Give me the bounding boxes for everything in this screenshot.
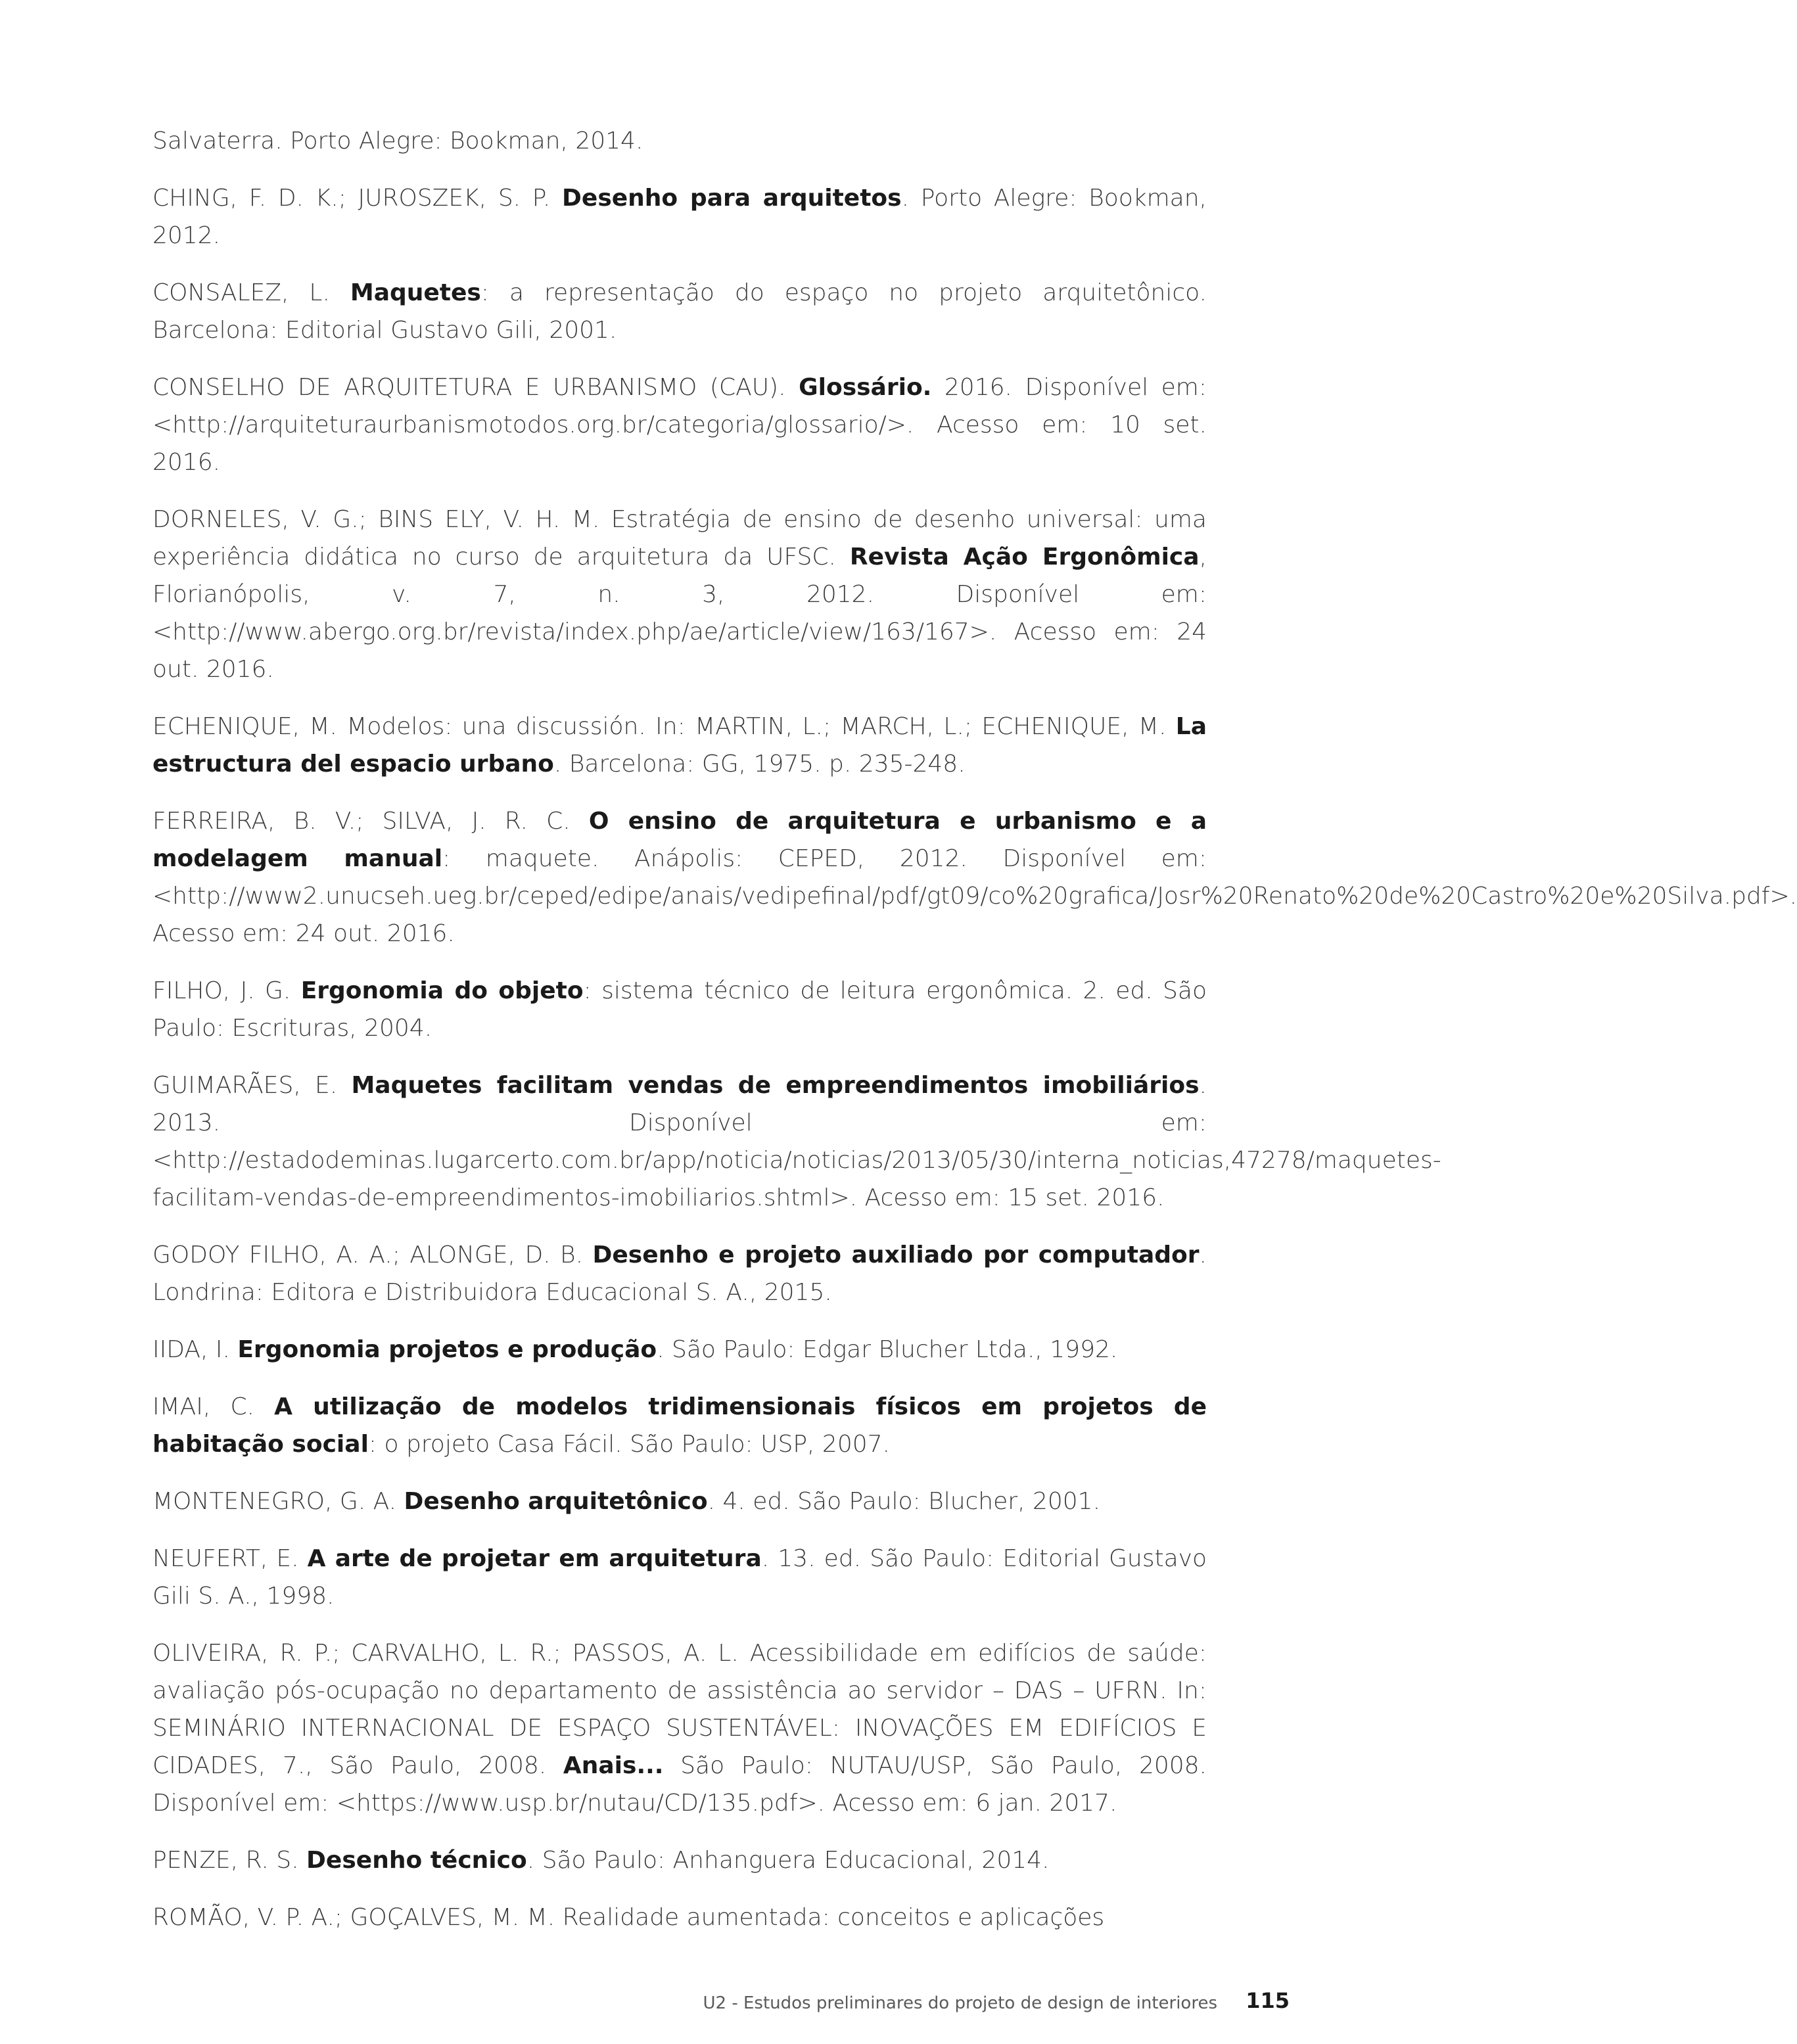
reference-entry — [152, 179, 1207, 254]
reference-title: Maquetes — [350, 279, 481, 306]
reference-text: São Paulo: NUTAU/USP, São Paulo, 2008. Disponível em: <https://www.usp.br/nutau/CD/135.pdf>. Acesso em: 6 jan. 2017. — [152, 1752, 1207, 1817]
reference-text: FERREIRA, B. V.; SILVA, J. R. C. — [152, 808, 589, 835]
reference-title: Ergonomia projetos e produção — [237, 1336, 657, 1363]
reference-text: . Londrina: Editora e Distribuidora Educacional S. A., 2015. — [152, 1242, 1207, 1306]
reference-text: FILHO, J. G. — [152, 977, 301, 1004]
reference-text: . São Paulo: Edgar Blucher Ltda., 1992. — [657, 1336, 1118, 1363]
reference-text: CONSELHO DE ARQUITETURA E URBANISMO (CAU). — [152, 374, 799, 401]
reference-entry — [152, 1635, 1207, 1822]
reference-title: Anais... — [563, 1752, 664, 1779]
reference-title: La estructura del espacio urbano — [152, 713, 1207, 778]
reference-entry — [152, 1388, 1207, 1463]
reference-text: . 2013. Disponível em: <http://estadodeminas.lugarcerto.com.br/app/noticia/noticias/2013/05/30/interna_noticias,47278/maquetes-facilitam-vendas-de-empreendimentos-imobiliarios.shtml>. Acesso em: 15 set. 2016. — [152, 1072, 1441, 1211]
reference-text: . 4. ed. São Paulo: Blucher, 2001. — [707, 1488, 1101, 1515]
reference-entry — [152, 708, 1207, 783]
reference-text: ECHENIQUE, M. Modelos: una discussión. In: MARTIN, L.; MARCH, L.; ECHENIQUE, M. — [152, 713, 1176, 740]
page-number: 115 — [1246, 1988, 1290, 2013]
reference-entry — [152, 1331, 1207, 1368]
reference-list — [152, 122, 1797, 1956]
reference-entry — [152, 274, 1207, 349]
reference-entry — [152, 802, 1797, 952]
reference-entry — [152, 1842, 1207, 1879]
reference-title: Desenho e projeto auxiliado por computador — [592, 1242, 1200, 1268]
reference-title: Maquetes facilitam vendas de empreendimentos imobiliários — [351, 1072, 1200, 1099]
reference-text: . Barcelona: GG, 1975. p. 235-248. — [553, 751, 966, 778]
reference-text: CHING, F. D. K.; JUROSZEK, S. P. — [152, 185, 563, 212]
reference-text: : maquete. Anápolis: CEPED, 2012. Disponível em: <http://www2.unucseh.ueg.br/ceped/edipe/anais/vedipefinal/pdf/gt09/co%20grafica/Josr%20Renato%20de%20Castro%20e%20Silva.pdf>. Acesso em: 24 out. 2016. — [152, 845, 1797, 947]
reference-text: : a representação do espaço no projeto arquitetônico. Barcelona: Editorial Gustavo Gili, 2001. — [152, 279, 1207, 344]
reference-title: Glossário. — [799, 374, 932, 401]
reference-text: GODOY FILHO, A. A.; ALONGE, D. B. — [152, 1242, 593, 1268]
footer-caption: U2 - Estudos preliminares do projeto de design de interiores — [703, 1993, 1217, 2013]
reference-text: 2016. Disponível em: <http://arquiteturaurbanismotodos.org.br/categoria/glossario/>. Acesso em: 10 set. 2016. — [152, 374, 1207, 476]
reference-text: ROMÃO, V. P. A.; GOÇALVES, M. M. Realidade aumentada: conceitos e aplicações — [152, 1904, 1105, 1931]
reference-text: . 13. ed. São Paulo: Editorial Gustavo Gili S. A., 1998. — [152, 1545, 1207, 1610]
reference-entry — [152, 1067, 1441, 1217]
reference-text: Salvaterra. Porto Alegre: Bookman, 2014. — [152, 128, 643, 154]
reference-text: : o projeto Casa Fácil. São Paulo: USP, 2007. — [368, 1431, 890, 1458]
page-footer — [0, 1988, 1346, 2021]
reference-text: IIDA, I. — [152, 1336, 238, 1363]
reference-title: A arte de projetar em arquitetura — [307, 1545, 762, 1572]
reference-text: , Florianópolis, v. 7, n. 3, 2012. Disponível em: <http://www.abergo.org.br/revista/index.php/ae/article/view/163/167>. Acesso em: 24 out. 2016. — [152, 544, 1207, 683]
reference-text: NEUFERT, E. — [152, 1545, 308, 1572]
reference-entry — [152, 1540, 1207, 1615]
reference-text: CONSALEZ, L. — [152, 279, 350, 306]
reference-text: MONTENEGRO, G. A. — [152, 1488, 404, 1515]
reference-text: . São Paulo: Anhanguera Educacional, 2014. — [526, 1847, 1050, 1874]
reference-entry — [152, 1483, 1207, 1520]
reference-entry — [152, 972, 1207, 1047]
reference-text: PENZE, R. S. — [152, 1847, 307, 1874]
reference-entry — [152, 1236, 1207, 1311]
reference-text: OLIVEIRA, R. P.; CARVALHO, L. R.; PASSOS, A. L. Acessibilidade em edifícios de saúde: avaliação pós-ocupação no departamento de assistência ao servidor – DAS – UFRN. In: SEMINÁRIO INTERNACIONAL DE ESPAÇO SUSTENTÁVEL: INOVAÇÕES EM EDIFÍCIOS E CIDADES, 7., São Paulo, 2008. — [152, 1640, 1207, 1779]
reference-text: DORNELES, V. G.; BINS ELY, V. H. M. Estratégia de ensino de desenho universal: uma experiência didática no curso de arquitetura da UFSC. — [152, 506, 1207, 570]
reference-entry — [152, 369, 1207, 481]
reference-title: O ensino de arquitetura e urbanismo e a modelagem manual — [152, 808, 1207, 872]
reference-text: IMAI, C. — [152, 1393, 275, 1420]
reference-entry — [152, 122, 1207, 160]
reference-entry — [152, 501, 1207, 688]
reference-text: GUIMARÃES, E. — [152, 1072, 352, 1099]
reference-title: Desenho técnico — [306, 1847, 527, 1874]
reference-title: Desenho para arquitetos — [562, 185, 902, 212]
reference-entry — [152, 1899, 1207, 1936]
reference-title: Ergonomia do objeto — [300, 977, 584, 1004]
reference-text: : sistema técnico de leitura ergonômica. 2. ed. São Paulo: Escrituras, 2004. — [152, 977, 1207, 1042]
reference-title: Desenho arquitetônico — [404, 1488, 708, 1515]
reference-title: A utilização de modelos tridimensionais físicos em projetos de habitação social — [152, 1393, 1207, 1458]
reference-title: Revista Ação Ergonômica — [849, 544, 1200, 570]
reference-text: . Porto Alegre: Bookman, 2012. — [152, 185, 1207, 249]
